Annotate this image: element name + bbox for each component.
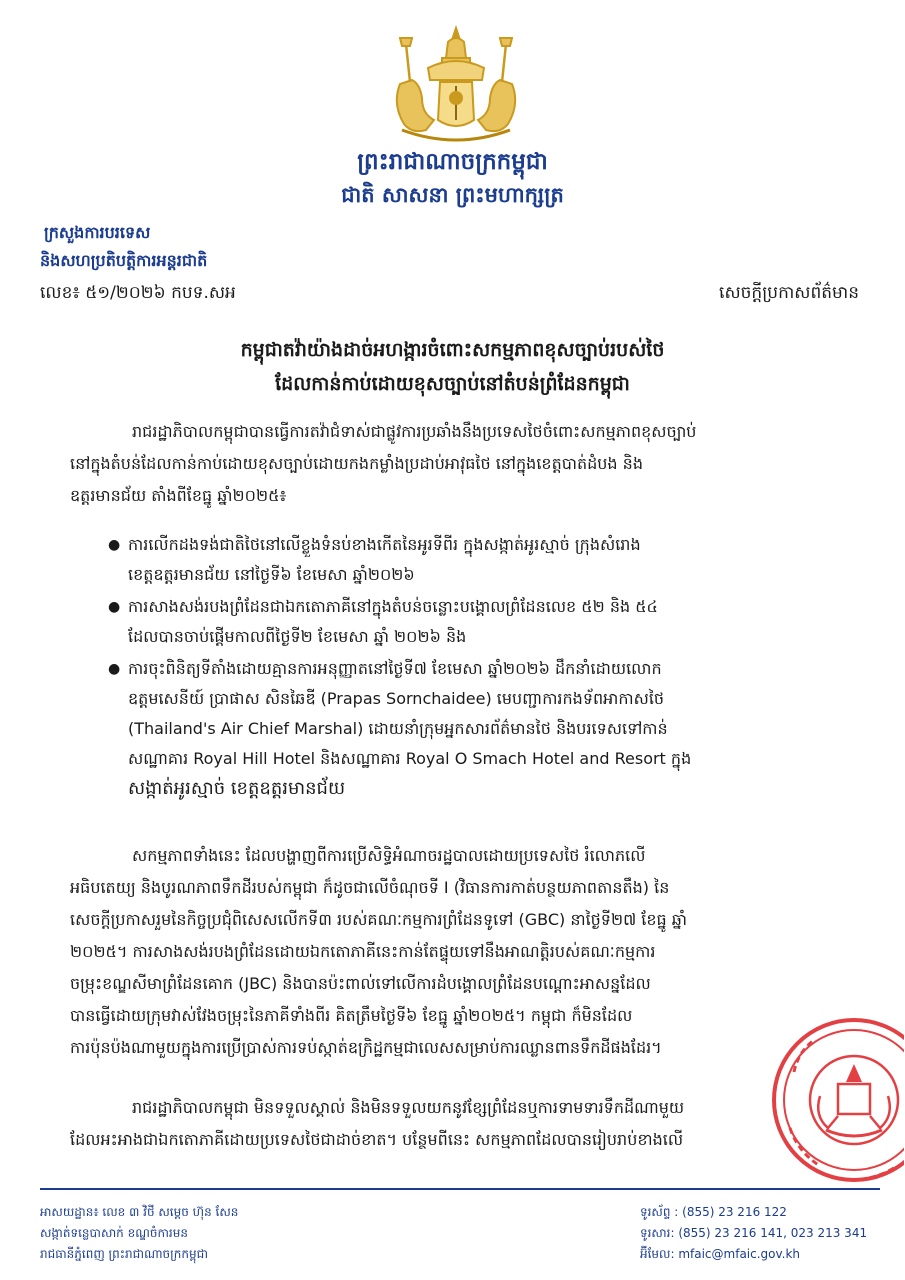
ministry-name-line2: និងសហប្រតិបត្តិការអន្តរជាតិ: [40, 251, 208, 270]
paragraph-line: នៅក្នុងតំបន់ដែលកាន់កាប់ដោយខុសច្បាប់ដោយកងកម្លាំងប្រដាប់អាវុធថៃ នៅក្នុងខេត្តបាត់ដំបង និង: [70, 454, 643, 473]
bullet-icon: ●: [108, 599, 121, 615]
paragraph-position: [70, 1092, 860, 1156]
address-line1: អាសយដ្ឋាន៖ លេខ ៣ វិថី សម្តេច ហ៊ុន សែន: [40, 1205, 239, 1219]
document-type: សេចក្តីប្រកាសព័ត៌មាន: [719, 283, 859, 303]
list-item: [108, 654, 868, 804]
violations-list: [108, 530, 868, 806]
headline-line2: ដែលកាន់កាប់ដោយខុសច្បាប់នៅតំបន់ព្រំដែនកម្ពុជា: [275, 373, 630, 395]
footer-address: [40, 1202, 238, 1265]
paragraph-line: ២០២៥។ ការសាងសង់របងព្រំដែនដោយឯកតោភាគីនេះកាន់តែផ្ទុយទៅនឹងអាណត្តិរបស់គណៈកម្មការ: [70, 942, 656, 961]
ministry-name-line1: ក្រសួងការបរទេស: [44, 223, 151, 242]
paragraph-line: ឧត្តរមានជ័យ តាំងពីខែធ្នូ ឆ្នាំ២០២៥៖: [70, 486, 287, 505]
paragraph-intro: [70, 416, 860, 512]
paragraph-line: ការប៉ុនប៉ងណាមួយក្នុងការប្រើប្រាស់ការទប់ស្កាត់ឧក្រិដ្ឋកម្មជាលេសសម្រាប់ការឈ្លានពានទឹកដីផងដែរ។: [70, 1038, 662, 1057]
list-item: [108, 592, 868, 652]
paragraph-line: អធិបតេយ្យ និងបូរណភាពទឹកដីរបស់កម្ពុជា ក៏ដូចជាលើចំណុចទី I (វិធានការកាត់បន្ថយភាពតានតឹង) នៃ: [70, 878, 670, 897]
paragraph-line: សេចក្តីប្រកាសរួមនៃកិច្ចប្រជុំពិសេសលើកទី៣ របស់គណៈកម្មការព្រំដែនទូទៅ (GBC) នាថ្ងៃទី២៧ ខែធ្នូ ឆ្នាំ: [70, 910, 687, 929]
list-item-line: ការសាងសង់របងព្រំដែនជាឯកតោភាគីនៅក្នុងតំបន់ចន្លោះបង្គោលព្រំដែនលេខ ៥២ និង ៥៤: [128, 597, 658, 616]
paragraph-line: រាជរដ្ឋាភិបាលកម្ពុជាបានធ្វើការតវ៉ាជំទាស់ជាផ្លូវការប្រឆាំងនឹងប្រទេសថៃចំពោះសកម្មភាពខុសច្បាប់: [132, 422, 697, 441]
phone-number: ទូរស័ព្ទ : (855) 23 216 122: [640, 1205, 787, 1219]
list-item-line: សណ្ឋាគារ Royal Hill Hotel និងសណ្ឋាគារ Royal O Smach Hotel and Resort ក្នុង: [128, 749, 692, 768]
fax-number: ទូរសារ: (855) 23 216 141, 023 213 341: [640, 1226, 868, 1240]
address-line3: រាជធានីភ្នំពេញ ព្រះរាជាណាចក្រកម្ពុជា: [40, 1247, 208, 1261]
address-line2: សង្កាត់ទន្លេបាសាក់ ខណ្ឌចំការមន: [40, 1226, 188, 1240]
footer-divider: [40, 1188, 880, 1190]
list-item: [108, 530, 868, 590]
paragraph-violations: [70, 840, 860, 1064]
list-item-line: ខេត្តឧត្តរមានជ័យ នៅថ្ងៃទី៦ ខែមេសា ឆ្នាំ២០២៦: [128, 565, 415, 584]
paragraph-line: សកម្មភាពទាំងនេះ ដែលបង្ហាញពីការប្រើសិទ្ធិអំណាចរដ្ឋបាលដោយប្រទេសថៃ រំលោភលើ: [132, 846, 646, 865]
bullet-icon: ●: [108, 661, 121, 677]
list-item-line: ដែលបានចាប់ផ្តើមកាលពីថ្ងៃទី២ ខែមេសា ឆ្នាំ ២០២៦ និង: [128, 627, 467, 646]
footer-contacts: [640, 1202, 867, 1265]
list-item-line: (Thailand's Air Chief Marshal) ដោយនាំក្រុមអ្នកសារព័ត៌មានថៃ និងបរទេសទៅកាន់: [128, 719, 668, 738]
list-item-line: ការលើកដងទង់ជាតិថៃនៅលើខ្លួងទំនប់ខាងកើតនៃអូរទីពីរ ក្នុងសង្កាត់អូរស្មាច់ ក្រុងសំរោង: [128, 535, 641, 554]
email-address[interactable]: អ៊ីមែល: mfaic@mfaic.gov.kh: [640, 1247, 801, 1261]
kingdom-title: ព្រះរាជាណាចក្រកម្ពុជា: [357, 149, 548, 175]
paragraph-line: ចម្រុះខណ្ឌសីមាព្រំដែនគោក (JBC) និងបានប៉ះពាល់ទៅលើការដំបង្គោលព្រំដែនបណ្តោះអាសន្នដែល: [70, 974, 651, 993]
paragraph-line: រាជរដ្ឋាភិបាលកម្ពុជា មិនទទួលស្គាល់ និងមិនទទួលយកនូវខ្សែព្រំដែនឬការទាមទារទឹកដីណាមួយ: [132, 1098, 685, 1117]
reference-number: លេខ៖ ៥១/២០២៦ កបទ.សអ: [40, 283, 236, 303]
list-item-line: ការចុះពិនិត្យទីតាំងដោយគ្មានការអនុញ្ញាតនៅថ្ងៃទី៧ ខែមេសា ឆ្នាំ២០២៦ ដឹកនាំដោយលោក: [128, 659, 662, 678]
list-item-line: សង្កាត់អូរស្មាច់ ខេត្តឧត្តរមានជ័យ: [128, 778, 346, 799]
paragraph-line: បានធ្វើដោយក្រុមវាស់វែងចម្រុះនៃភាគីទាំងពីរ គិតត្រឹមថ្ងៃទី៦ ខែធ្នូ ឆ្នាំ២០២៥។ កម្ពុជា ក៏មិនដែល: [70, 1006, 633, 1025]
ministry-red-seal-icon: [754, 1012, 904, 1182]
paragraph-line: ដែលអះអាងជាឯកតោភាគីដោយប្រទេសថៃជាដាច់ខាត។ បន្ថែមពីនេះ សកម្មភាពដែលបានរៀបរាប់ខាងលើ: [70, 1130, 684, 1149]
bullet-icon: ●: [108, 537, 121, 553]
kingdom-motto: ជាតិ សាសនា ព្រះមហាក្សត្រ: [341, 183, 564, 207]
cambodia-royal-arms-icon: [382, 24, 530, 148]
list-item-line: ឧត្តមសេនីយ៍ ប្រាផាស សិនឆៃឌី (Prapas Sornchaidee) មេបញ្ជាការកងទ័ពអាកាសថៃ: [128, 689, 665, 708]
headline-line1: កម្ពុជាតវ៉ាយ៉ាងដាច់អហង្ការចំពោះសកម្មភាពខុសច្បាប់របស់ថៃ: [240, 339, 665, 361]
